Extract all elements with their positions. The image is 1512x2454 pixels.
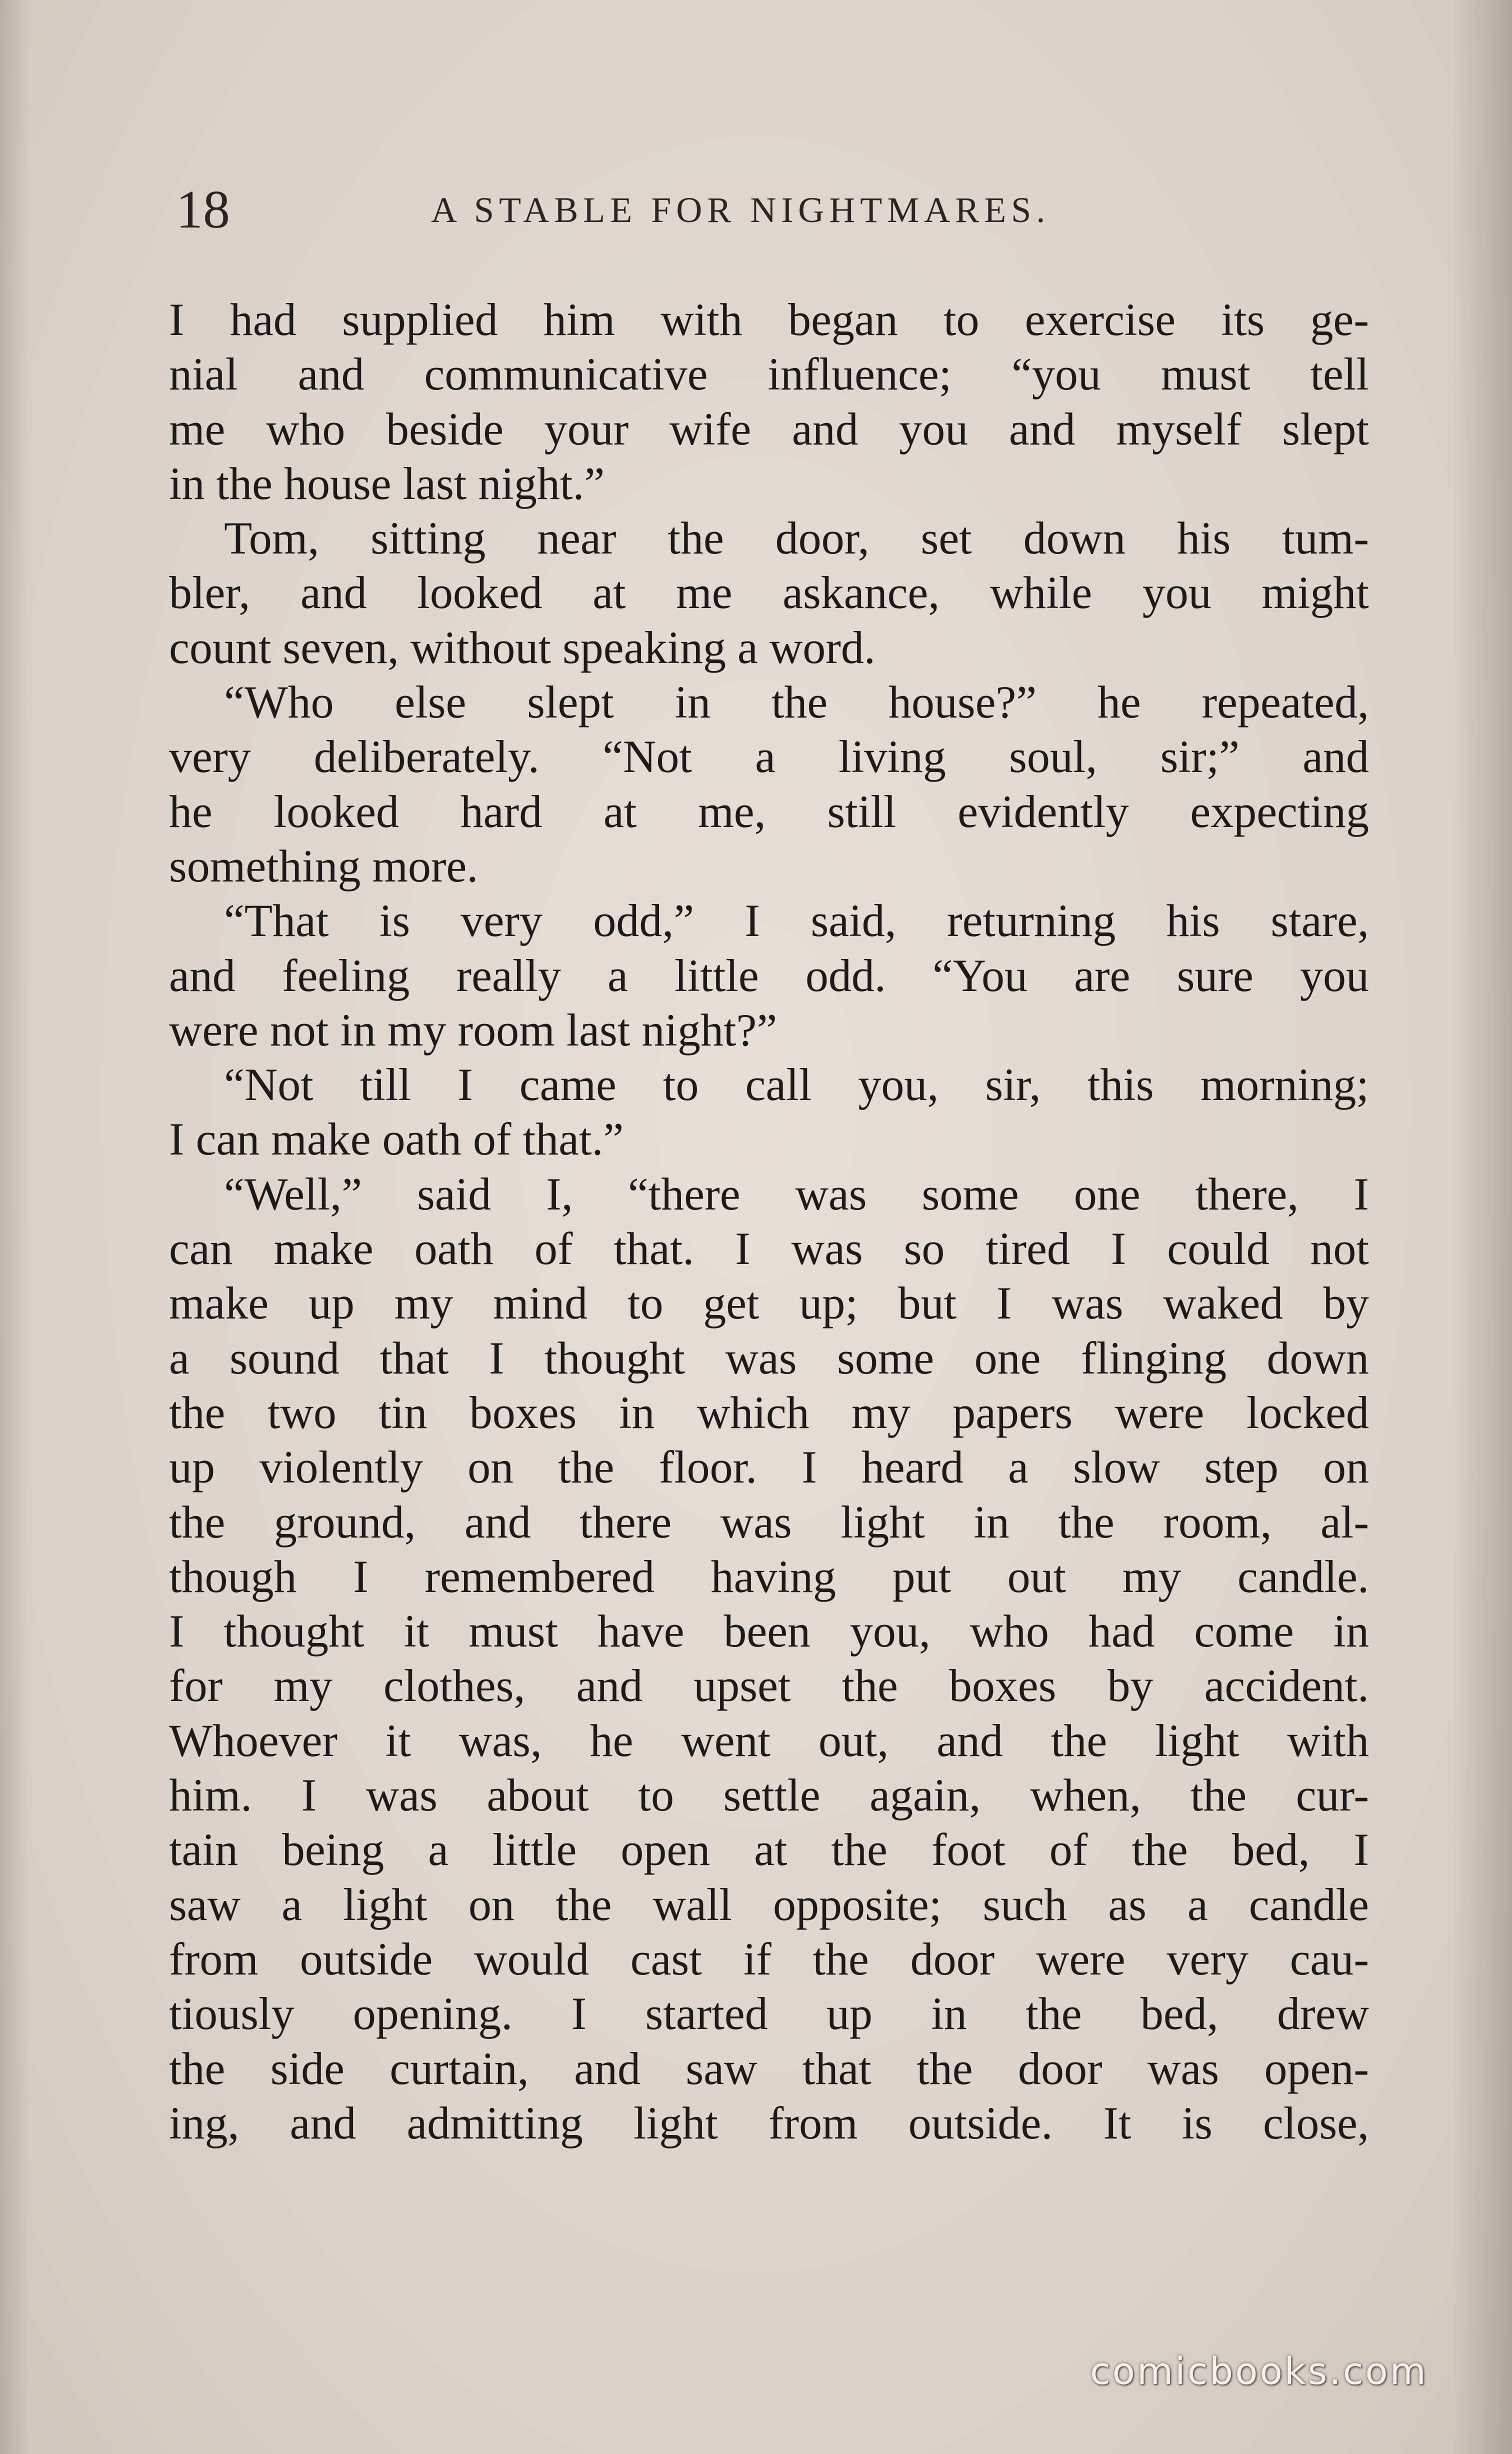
text-line: were not in my room last night?” [169,1004,778,1056]
text-line: the side curtain, and saw that the door was open- [169,2042,1369,2094]
text-line: very deliberately. “Not a living soul, sir;” and [169,731,1369,782]
text-line: me who beside your wife and you and myself slept [169,403,1369,454]
page-edge-shadow-left [0,0,30,2454]
text-line: him. I was about to settle again, when, the cur- [169,1770,1369,1821]
text-line: “Not till I came to call you, sir, this morning; [224,1059,1369,1110]
text-line: a sound that I thought was some one flinging down [169,1332,1369,1384]
text-line: for my clothes, and upset the boxes by accident. [169,1660,1369,1712]
text-line: Tom, sitting near the door, set down his tum- [224,512,1369,564]
text-line: “Well,” said I, “there was some one there, I [224,1168,1369,1220]
text-line: Whoever it was, he went out, and the light with [169,1714,1369,1766]
page-number: 18 [176,180,230,240]
running-title: A STABLE FOR NIGHTMARES. [431,190,1050,230]
text-line: in the house last night.” [169,458,605,509]
text-line: something more. [169,840,478,892]
text-line: I thought it must have been you, who had come in [169,1606,1369,1657]
body-text [169,292,1369,2150]
text-line: tiously opening. I started up in the bed, drew [169,1988,1369,2040]
text-line: bler, and looked at me askance, while you might [169,567,1369,618]
text-line: though I remembered having put out my candle. [169,1550,1369,1602]
text-line: ing, and admitting light from outside. It is close, [169,2097,1369,2148]
text-line: and feeling really a little odd. “You are sure you [169,950,1369,1001]
watermark-text: comicbooks.com [1090,2350,1428,2393]
text-line: can make oath of that. I was so tired I could not [169,1223,1369,1274]
text-line: saw a light on the wall opposite; such as a candle [169,1878,1369,1930]
text-line: from outside would cast if the door were very cau- [169,1933,1369,1984]
text-line: count seven, without speaking a word. [169,622,876,673]
text-line: I can make oath of that.” [169,1114,624,1165]
text-line: up violently on the floor. I heard a slow step on [169,1442,1369,1493]
text-line: “That is very odd,” I said, returning his stare, [224,895,1369,946]
page-edge-shadow-right [1452,0,1512,2454]
text-line: tain being a little open at the foot of the bed, I [169,1824,1369,1876]
text-line: make up my mind to get up; but I was waked by [169,1278,1369,1329]
text-line: he looked hard at me, still evidently expecting [169,786,1369,837]
page-header [176,172,1366,248]
text-line: “Who else slept in the house?” he repeated, [224,676,1369,728]
text-line: I had supplied him with began to exercise its ge- [169,294,1369,345]
text-line: the ground, and there was light in the room, al- [169,1496,1369,1548]
text-line: nial and communicative influence; “you must tell [169,348,1369,400]
text-line: the two tin boxes in which my papers were locked [169,1386,1369,1438]
